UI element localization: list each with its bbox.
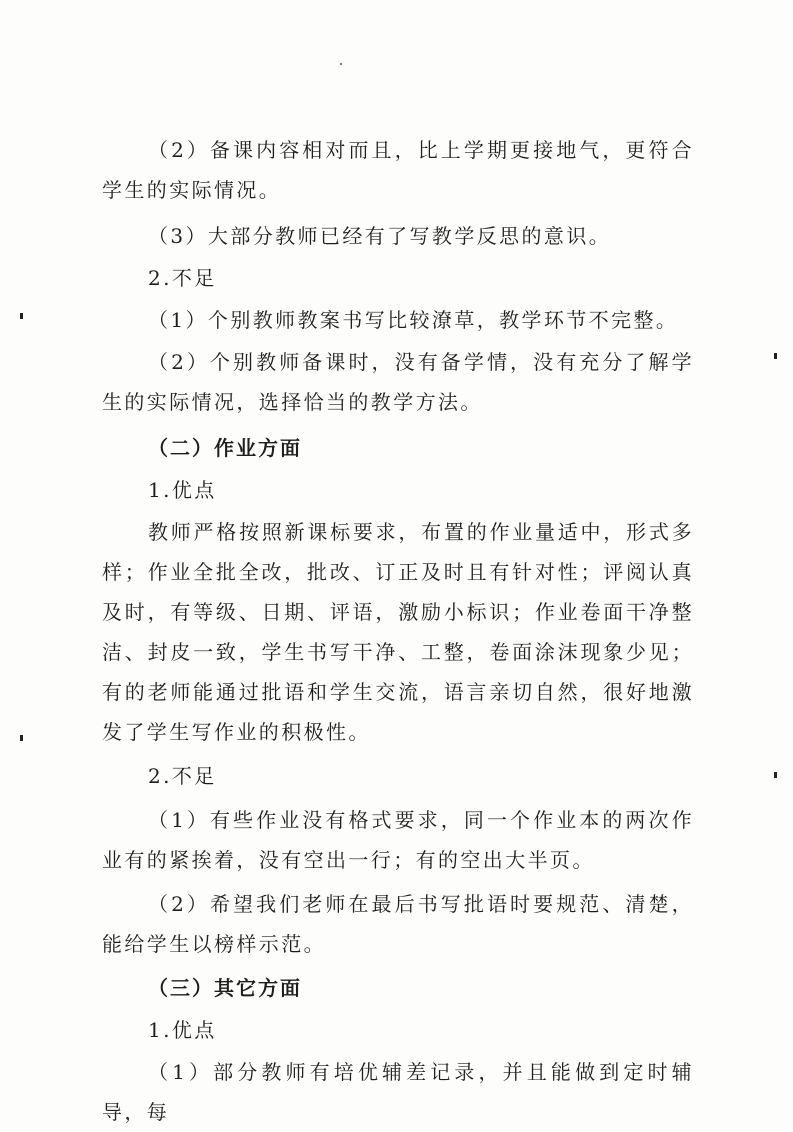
scan-mark bbox=[20, 735, 23, 741]
scan-dot bbox=[340, 63, 342, 65]
subheading: 1.优点 bbox=[148, 1018, 217, 1042]
paragraph: （1）有些作业没有格式要求，同一个作业本的两次作业有的紧挨着，没有空出一行；有的空出大半页。 bbox=[102, 808, 694, 872]
document-body bbox=[102, 130, 694, 1132]
paragraph: 教师严格按照新课标要求，布置的作业量适中，形式多样；作业全批全改，批改、订正及时且有针对性；评阅认真及时，有等级、日期、评语，激励小标识；作业卷面干净整洁、封皮一致，学生书写干净、工整，卷面涂沫现象少见；有的老师能通过批语和学生交流，语言亲切自然，很好地激发了学生写作业的积极性。 bbox=[102, 520, 694, 744]
paragraph: （2）个别教师备课时，没有备学情，没有充分了解学生的实际情况，选择恰当的教学方法。 bbox=[102, 350, 694, 414]
paragraph: （2）备课内容相对而且，比上学期更接地气，更符合学生的实际情况。 bbox=[102, 138, 694, 202]
paragraph: （1）部分教师有培优辅差记录，并且能做到定时辅导，每 bbox=[102, 1060, 694, 1124]
subheading: 1.优点 bbox=[148, 478, 217, 502]
paragraph: （3）大部分教师已经有了写教学反思的意识。 bbox=[148, 224, 612, 248]
paragraph: （2）希望我们老师在最后书写批语时要规范、清楚，能给学生以榜样示范。 bbox=[102, 892, 694, 956]
subheading: 2.不足 bbox=[148, 266, 217, 290]
section-heading: （二）作业方面 bbox=[148, 436, 302, 460]
scan-mark bbox=[774, 772, 777, 778]
section-heading: （三）其它方面 bbox=[148, 976, 302, 1000]
scan-mark bbox=[774, 353, 777, 359]
paragraph: （1）个别教师教案书写比较潦草，教学环节不完整。 bbox=[148, 308, 679, 332]
scan-mark bbox=[20, 313, 23, 319]
subheading: 2.不足 bbox=[148, 764, 217, 788]
